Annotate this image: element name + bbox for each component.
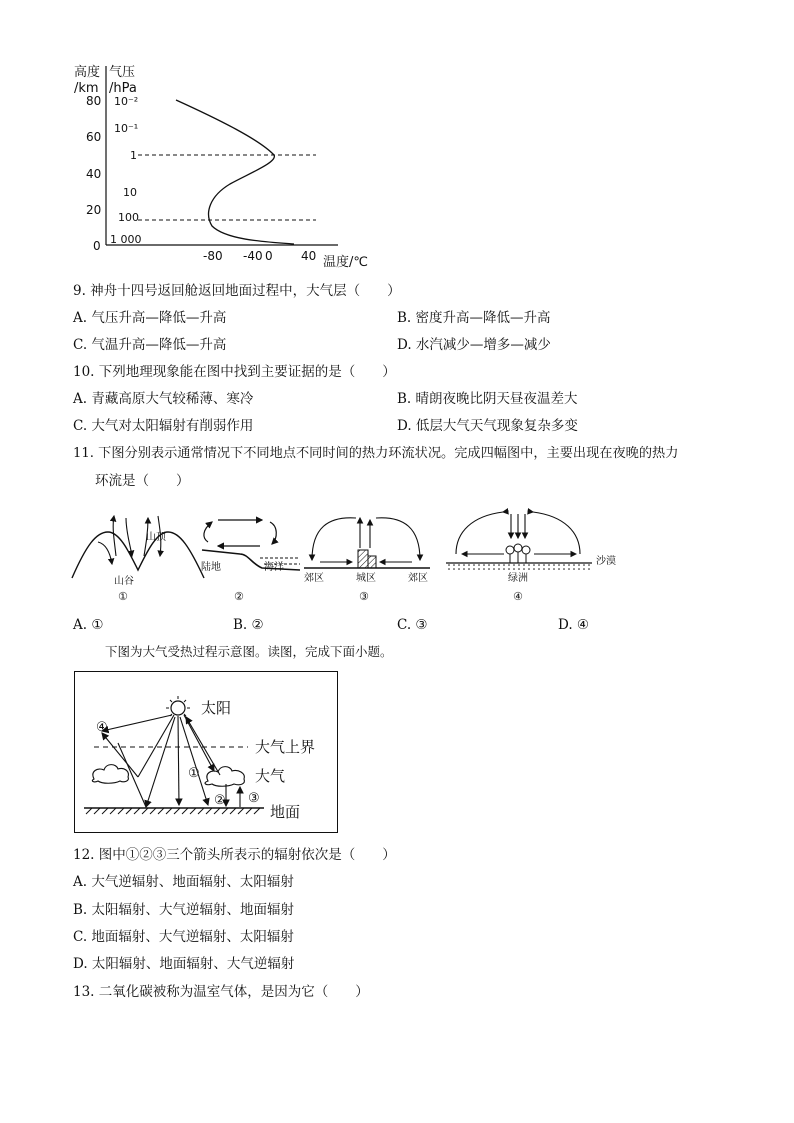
temp-tick-40: 40	[301, 249, 317, 263]
thermal-circulation-diagrams	[68, 508, 628, 608]
q10-option-a[interactable]: A. 青藏高原大气较稀薄、寒冷	[73, 391, 254, 407]
q10-option-d[interactable]: D. 低层大气天气现象复杂多变	[397, 418, 578, 434]
diagram-1-mountain-valley	[72, 516, 204, 603]
land-label: 陆地	[201, 562, 221, 573]
upper-boundary-label: 大气上界	[255, 738, 316, 756]
pressure-tick-0.1: 10⁻¹	[114, 122, 139, 135]
desert-ground	[446, 563, 592, 570]
pressure-tick-0.01: 10⁻²	[114, 95, 139, 108]
diagram-4-number: ④	[513, 590, 523, 603]
q9-option-b[interactable]: B. 密度升高—降低—升高	[397, 310, 551, 326]
q11-option-d[interactable]: D. ④	[558, 617, 590, 633]
pressure-tick-1000: 1 000	[110, 233, 142, 246]
height-tick-40: 40	[86, 167, 102, 181]
label-3: ③	[248, 791, 260, 806]
height-axis-unit: /km	[74, 81, 99, 96]
height-tick-80: 80	[86, 94, 102, 108]
question-13-stem: 13. 二氧化碳被称为温室气体，是因为它（ ）	[73, 984, 369, 1000]
height-tick-60: 60	[86, 130, 102, 144]
ground-label: 地面	[270, 803, 301, 821]
diagram-2-number: ②	[234, 590, 244, 603]
valley-label: 山谷	[114, 576, 134, 587]
temp-tick-neg40: -40	[243, 249, 263, 263]
question-11-stem-line2: 环流是（ ）	[95, 473, 190, 489]
temperature-curve	[176, 100, 294, 244]
question-11-stem-line1: 11. 下图分别表示通常情况下不同地点不同时间的热力环流状况。完成四幅图中，主要出现在夜晚的热力	[73, 446, 679, 461]
q11-option-a[interactable]: A. ①	[73, 617, 104, 633]
oasis-trees-icon	[506, 544, 530, 563]
q9-option-c[interactable]: C. 气温升高—降低—升高	[73, 337, 227, 353]
x-axis-label: 温度/℃	[323, 255, 368, 270]
label-1: ①	[188, 766, 200, 781]
peak-label: 山顶	[146, 532, 166, 543]
diagram-4-oasis-desert	[446, 512, 616, 603]
q10-option-b[interactable]: B. 晴朗夜晚比阴天昼夜温差大	[397, 391, 578, 407]
q11-option-c[interactable]: C. ③	[397, 617, 428, 633]
sun-label: 太阳	[201, 699, 232, 717]
label-4: ④	[96, 720, 108, 735]
question-10-stem: 10. 下列地理现象能在图中找到主要证据的是（ ）	[73, 364, 396, 380]
temperature-altitude-chart	[70, 58, 380, 272]
pressure-tick-100: 100	[118, 211, 139, 224]
question-12-stem: 12. 图中①②③三个箭头所表示的辐射依次是（ ）	[73, 847, 396, 863]
desert-label: 沙漠	[596, 556, 616, 567]
pressure-tick-1: 1	[130, 149, 137, 162]
diagram-3-number: ③	[359, 590, 369, 603]
diagram-2-land-sea	[201, 520, 300, 603]
city-label: 城区	[356, 573, 376, 584]
height-axis-title: 高度	[74, 65, 101, 80]
q12-option-b[interactable]: B. 太阳辐射、大气逆辐射、地面辐射	[73, 902, 295, 918]
temp-tick-0: 0	[265, 249, 273, 263]
oasis-label: 绿洲	[508, 573, 528, 584]
q9-option-d[interactable]: D. 水汽减少—增多—减少	[397, 337, 551, 353]
q12-option-c[interactable]: C. 地面辐射、大气逆辐射、太阳辐射	[73, 929, 294, 945]
atmosphere-heating-diagram	[74, 671, 339, 834]
temp-tick-neg80: -80	[203, 249, 223, 263]
pressure-axis-title: 气压	[109, 65, 136, 80]
q9-option-a[interactable]: A. 气压升高—降低—升高	[73, 310, 227, 326]
suburb-left-label: 郊区	[304, 573, 324, 584]
city-building	[358, 550, 368, 568]
height-tick-0: 0	[93, 239, 101, 253]
q12-option-d[interactable]: D. 太阳辐射、地面辐射、大气逆辐射	[73, 956, 295, 972]
diagram-3-urban-heat-island	[304, 518, 430, 603]
q12-option-a[interactable]: A. 大气逆辐射、地面辐射、太阳辐射	[73, 874, 294, 890]
mountain-profile	[72, 532, 204, 578]
height-tick-20: 20	[86, 203, 102, 217]
q11-option-b[interactable]: B. ②	[233, 617, 264, 633]
label-2: ②	[214, 793, 226, 808]
pressure-tick-10: 10	[123, 186, 137, 199]
q10-option-c[interactable]: C. 大气对太阳辐射有削弱作用	[73, 418, 254, 434]
atmosphere-label: 大气	[255, 767, 286, 785]
question-9-stem: 9. 神舟十四号返回舱返回地面过程中，大气层（ ）	[73, 283, 401, 299]
pressure-axis-unit: /hPa	[109, 81, 137, 96]
sea-label: 海洋	[264, 562, 284, 573]
suburb-right-label: 郊区	[408, 573, 428, 584]
diagram-1-number: ①	[118, 590, 128, 603]
section-intro: 下图为大气受热过程示意图。读图，完成下面小题。	[105, 644, 393, 659]
